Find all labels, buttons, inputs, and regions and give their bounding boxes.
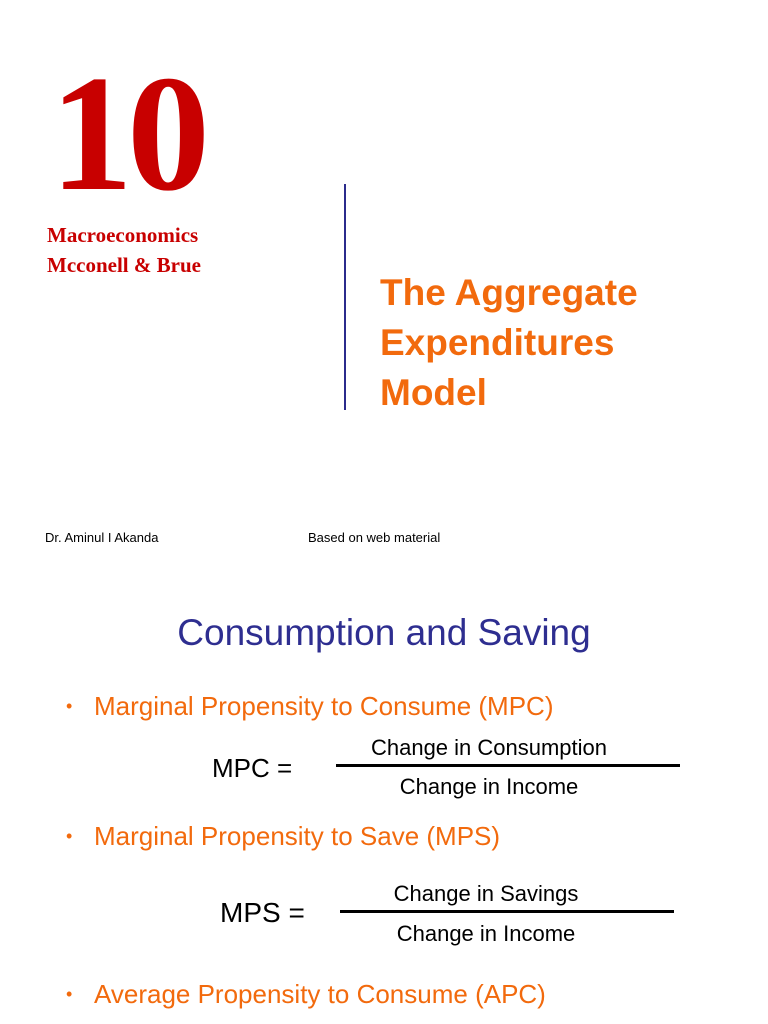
presenter-footer: Dr. Aminul I Akanda xyxy=(45,530,159,545)
chapter-title-line: Model xyxy=(380,372,487,413)
mpc-label: Marginal Propensity to Consume (MPC) xyxy=(94,691,554,721)
mpc-formula-lhs: MPC = xyxy=(212,753,293,783)
subject-label: Macroeconomics xyxy=(47,223,199,247)
mpc-fraction-bar xyxy=(336,764,680,767)
chapter-title-line: Expenditures xyxy=(380,322,615,363)
mps-denominator: Change in Income xyxy=(396,921,576,946)
mps-label: Marginal Propensity to Save (MPS) xyxy=(94,821,501,851)
vertical-divider xyxy=(344,184,346,410)
bullet-marker: • xyxy=(66,696,73,716)
authors-label: Mcconell & Brue xyxy=(47,253,201,277)
mpc-numerator: Change in Consumption xyxy=(370,735,608,760)
mps-fraction-bar xyxy=(340,910,674,913)
slide-heading: Consumption and Saving xyxy=(177,612,591,653)
chapter-number: 10 xyxy=(50,41,204,225)
mpc-denominator: Change in Income xyxy=(399,774,579,799)
chapter-title-line: The Aggregate xyxy=(380,272,638,313)
apc-label: Average Propensity to Consume (APC) xyxy=(94,979,546,1009)
bullet-marker: • xyxy=(66,826,73,846)
mps-formula-lhs: MPS = xyxy=(220,897,305,928)
source-footer: Based on web material xyxy=(308,530,441,545)
bullet-marker: • xyxy=(66,984,73,1004)
mps-numerator: Change in Savings xyxy=(393,881,579,906)
